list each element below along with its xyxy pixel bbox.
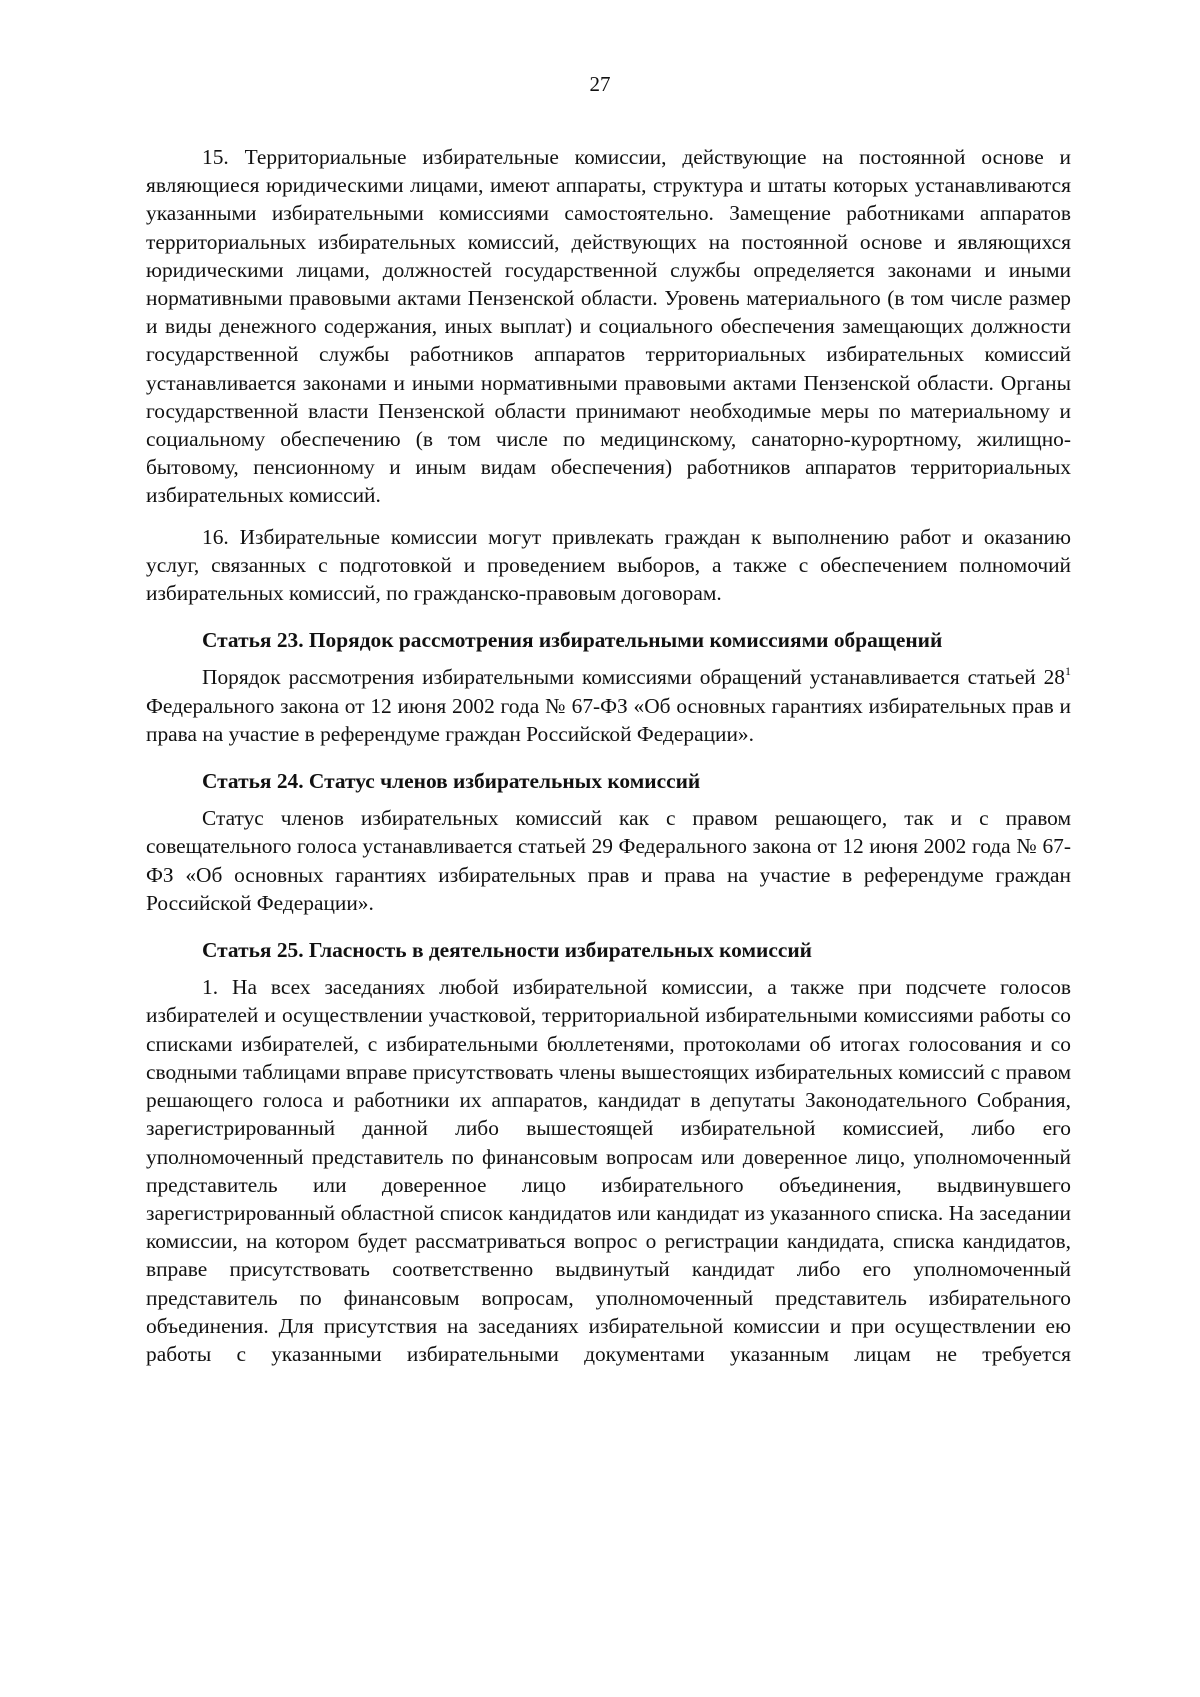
article-23-heading: Статья 23. Порядок рассмотрения избирательными комиссиями обращений xyxy=(202,628,943,653)
page-number: 27 xyxy=(589,72,611,96)
article-23-text-before: Порядок рассмотрения избирательными комиссиями обращений устанавливается статьей 28 xyxy=(202,665,1065,690)
article-23-superscript: 1 xyxy=(1065,664,1071,679)
article-23-text-after: Федерального закона от 12 июня 2002 года № 67-ФЗ «Об основных гарантиях избирательных прав и права на участие в референдуме граждан Российской Федерации». xyxy=(146,693,1071,746)
article-25-heading: Статья 25. Гласность в деятельности избирательных комиссий xyxy=(202,938,812,963)
paragraph-15: 15. Территориальные избирательные комиссии, действующие на постоянной основе и являющиеся юридическими лицами, имеют аппараты, структура и штаты которых устанавливаются указанными избирательными комиссиями самостоятельно. Замещение работниками аппаратов территориальных избирательных комиссий, действующих на постоянной основе и являющихся юридическими лицами, должностей государственной службы определяется законами и иными нормативными правовыми актами Пензенской области. Уровень материального (в том числе размер и виды денежного содержания, иных выплат) и социального обеспечения замещающих должности государственной службы работников аппаратов территориальных избирательных комиссий устанавливается законами и иными нормативными правовыми актами Пензенской области. Органы государственной власти Пензенской области принимают необходимые меры по материальному и социальному обеспечению (в том числе по медицинскому, санаторно-курортному, жилищно-бытовому, пенсионному и иным видам обеспечения) работников аппаратов территориальных избирательных комиссий. xyxy=(146,145,1071,508)
article-24-text: Статус членов избирательных комиссий как с правом решающего, так и с правом совещательного голоса устанавливается статьей 29 Федерального закона от 12 июня 2002 года № 67-ФЗ «Об основных гарантиях избирательных прав и права на участие в референдуме граждан Российской Федерации». xyxy=(146,806,1071,915)
article-25-paragraph-1: 1. На всех заседаниях любой избирательной комиссии, а также при подсчете голосов избирателей и осуществлении участковой, территориальной избирательными комиссиями работы со списками избирателей, с избирательными бюллетенями, протоколами об итогах голосования и со сводными таблицами вправе присутствовать члены вышестоящих избирательных комиссий с правом решающего голоса и работники их аппаратов, кандидат в депутаты Законодательного Собрания, зарегистрированный данной либо вышестоящей избирательной комиссией, либо его уполномоченный представитель по финансовым вопросам или доверенное лицо, уполномоченный представитель или доверенное лицо избирательного объединения, выдвинувшего зарегистрированный областной список кандидатов или кандидат из указанного списка. На заседании комиссии, на котором будет рассматриваться вопрос о регистрации кандидата, списка кандидатов, вправе присутствовать соответственно выдвинутый кандидат либо его уполномоченный представитель по финансовым вопросам, уполномоченный представитель избирательного объединения. Для присутствия на заседаниях избирательной комиссии и при осуществлении ею работы с указанными избирательными документами указанным лицам не требуется xyxy=(146,975,1071,1366)
article-24-heading: Статья 24. Статус членов избирательных комиссий xyxy=(202,769,701,794)
document-body xyxy=(146,143,1071,1368)
article-23-text xyxy=(146,663,1071,748)
paragraph-16: 16. Избирательные комиссии могут привлекать граждан к выполнению работ и оказанию услуг, связанных с подготовкой и проведением выборов, а также с обеспечением полномочий избирательных комиссий, по гражданско-правовым договорам. xyxy=(146,524,1071,606)
